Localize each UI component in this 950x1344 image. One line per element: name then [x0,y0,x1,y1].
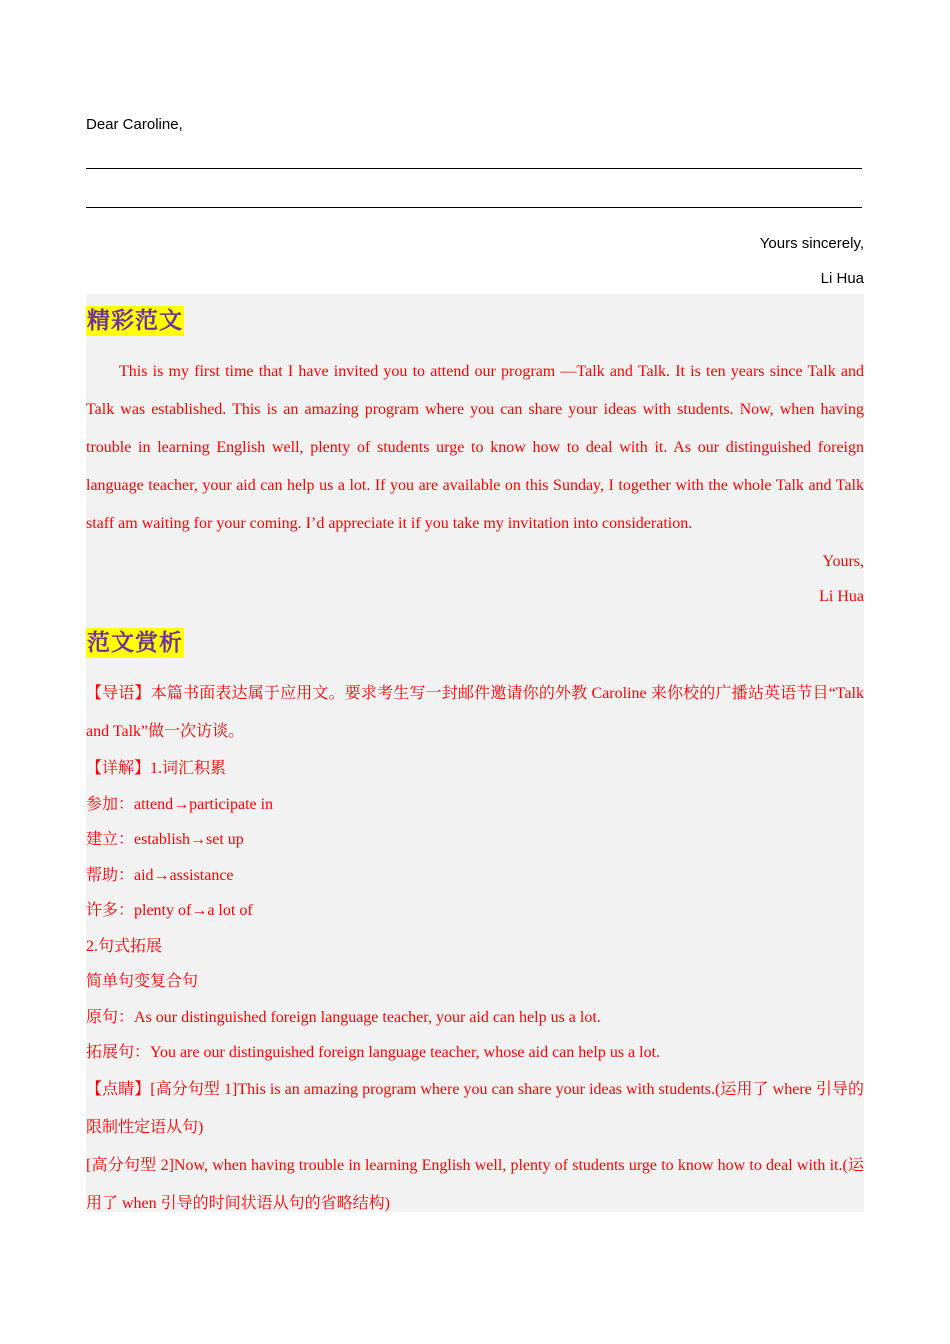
highlight-pattern-1: 【点睛】[高分句型 1]This is an amazing program where you can share your ideas with students.(运用了 where 引导的限制性定语从句) [86,1080,864,1136]
model-essay-signoff [819,544,864,614]
letter-greeting: Dear Caroline, [86,116,183,133]
vocab-item: 许多：plenty of→a lot of [86,902,253,919]
letter-name: Li Hua [820,270,864,287]
vocab-item: 参加：attend→participate in [86,795,274,813]
writing-line [86,207,862,208]
letter-signoff [760,226,864,296]
vocab-item: 建立：establish→set up [86,831,244,848]
pattern-title: 2.句式拓展 [86,937,163,955]
model-essay-heading: 精彩范文 [87,308,183,334]
analysis-heading: 范文赏析 [87,630,183,656]
letter-closing: Yours sincerely, [759,235,864,252]
detail-title: 【详解】1.词汇积累 [86,760,227,777]
essay-name: Li Hua [819,588,864,605]
analysis-intro: 【导语】本篇书面表达属于应用文。要求考生写一封邮件邀请你的外教 Caroline 来你校的广播站英语节目“Talk and Talk”做一次访谈。 [86,685,864,740]
pattern-subtitle: 简单句变复合句 [86,973,199,990]
expanded-sentence: 拓展句：You are our distinguished foreign language teacher, whose aid can help us a lot. [86,1044,661,1061]
vocab-item: 帮助：aid→assistance [86,866,234,884]
writing-line [86,168,862,169]
original-sentence: 原句：As our distinguished foreign language teacher, your aid can help us a lot. [86,1008,601,1026]
analysis-section [86,675,864,1223]
essay-closing: Yours, [822,553,864,570]
model-essay-body: This is my first time that I have invited you to attend our program —Talk and Talk. It is ten years since Talk and Talk was established. This is an amazing program where you can share your ideas with students. Now, when having trouble in learning English well, plenty of students urge to know how to deal with it. As our distinguished foreign language teacher, your aid can help us a lot. If you are available on this Sunday, I together with the whole Talk and Talk staff am waiting for your coming. I’d appreciate it if you take my invitation into consideration. [86,363,864,532]
highlight-pattern-2: [高分句型 2]Now, when having trouble in learning English well, plenty of students urge to know how to deal with it.(运用了 when 引导的时间状语从句的省略结构) [86,1156,864,1212]
